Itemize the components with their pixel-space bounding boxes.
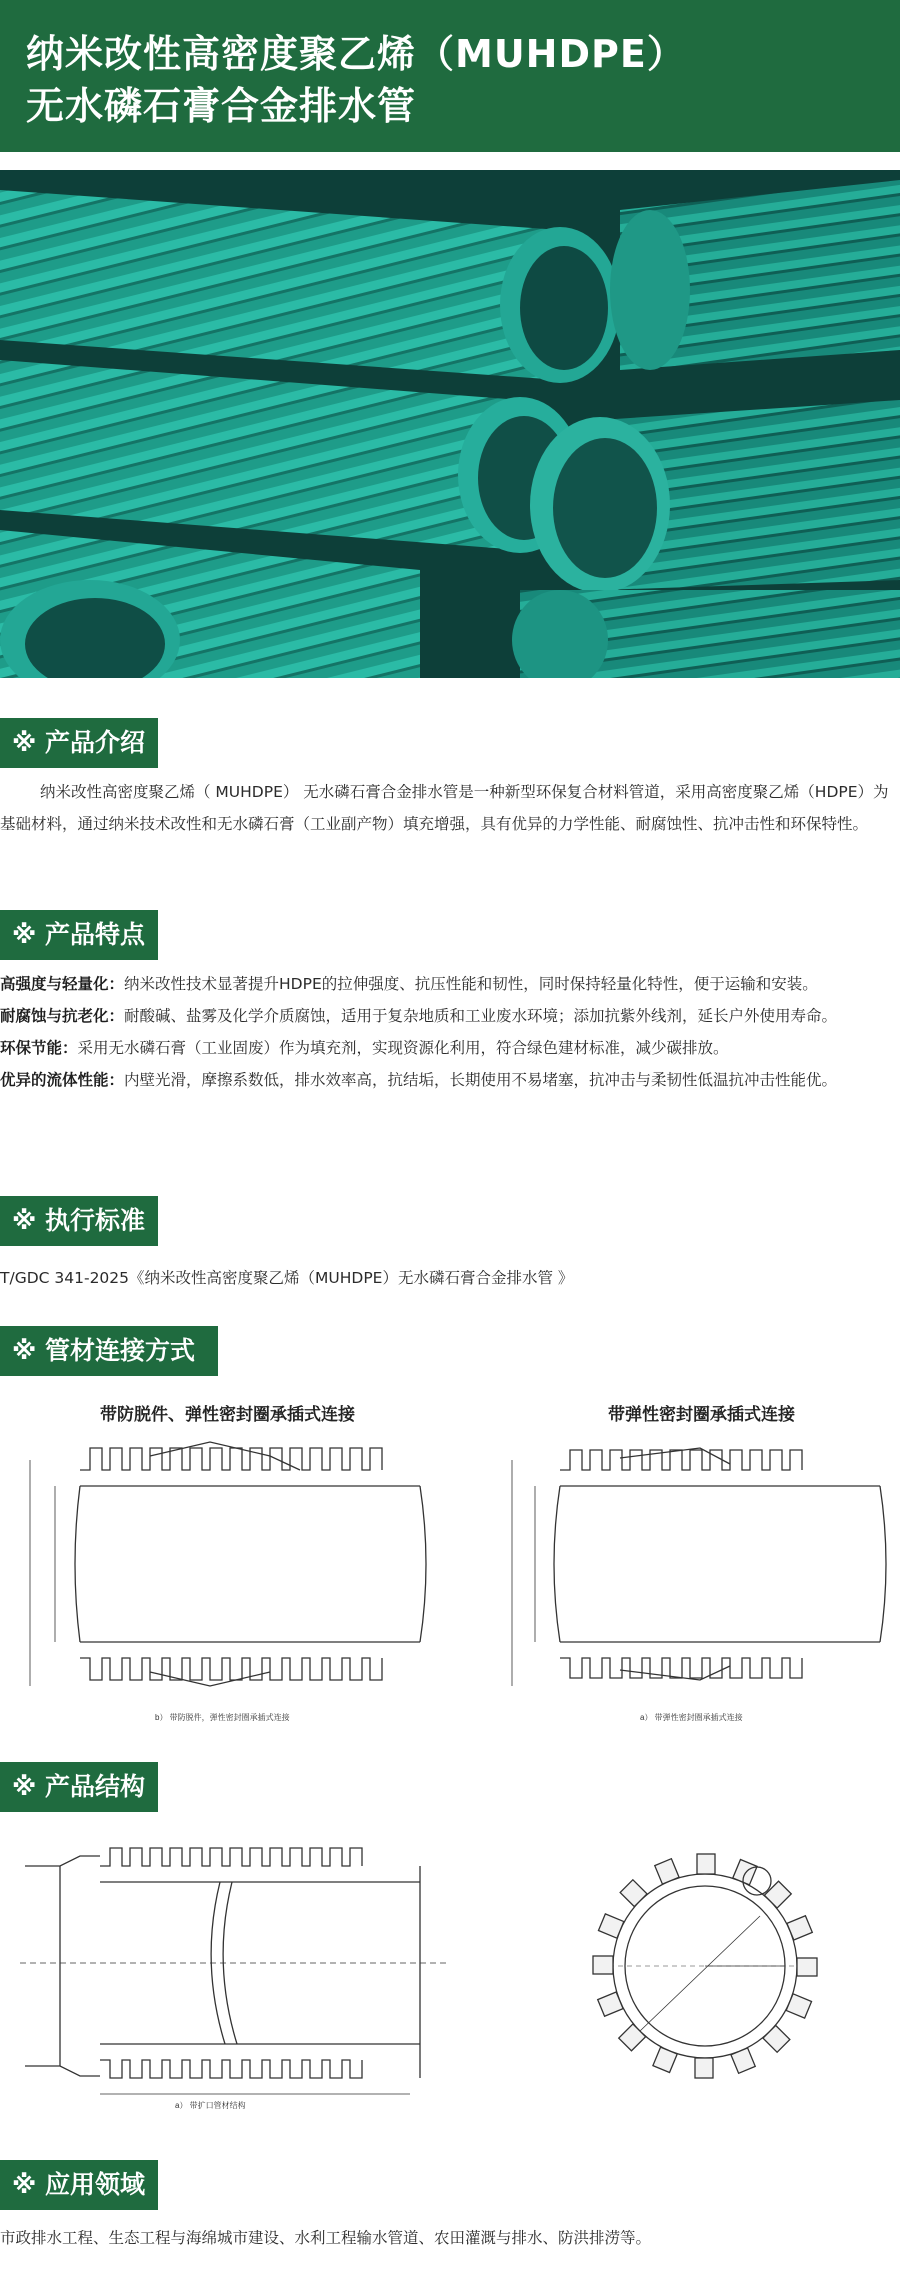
section-heading-standard: ※ 执行标准 <box>0 1196 158 1246</box>
section-heading-structure: ※ 产品结构 <box>0 1762 158 1812</box>
section-heading-intro: ※ 产品介绍 <box>0 718 158 768</box>
intro-text: 纳米改性高密度聚乙烯（ MUHDPE） 无水磷石膏合金排水管是一种新型环保复合材料管道，采用高密度聚乙烯（HDPE）为基础材料，通过纳米技术改性和无水磷石膏（工业副产物）填充增强，具有优异的力学性能、耐腐蚀性、抗冲击性和环保特性。 <box>0 783 889 833</box>
connection-diagrams <box>0 1390 900 1750</box>
page-title <box>26 28 686 132</box>
header-banner <box>0 0 900 152</box>
left-diagram-caption: b） 带防脱件，弹性密封圈承插式连接 <box>155 1713 290 1722</box>
feature-text: 采用无水磷石膏（工业固废）作为填充剂，实现资源化利用，符合绿色建材标准，减少碳排放。 <box>77 1039 729 1057</box>
right-diagram-caption: a） 带弹性密封圈承插式连接 <box>640 1713 743 1722</box>
structure-diagrams <box>0 1826 900 2146</box>
feature-text: 耐酸碱、盐雾及化学介质腐蚀，适用于复杂地质和工业废水环境；添加抗紫外线剂，延长户外使用寿命。 <box>124 1007 838 1025</box>
standard-text: T/GDC 341-2025《纳米改性高密度聚乙烯（MUHDPE）无水磷石膏合金排水管 》 <box>0 1269 574 1287</box>
feature-text: 内壁光滑，摩擦系数低，排水效率高，抗结垢，长期使用不易堵塞，抗冲击与柔韧性低温抗冲击性能优。 <box>124 1071 838 1089</box>
applications-text: 市政排水工程、生态工程与海绵城市建设、水利工程输水管道、农田灌溉与排水、防洪排涝等。 <box>0 2229 652 2247</box>
feature-item <box>0 1032 900 1064</box>
feature-item <box>0 968 900 1000</box>
page-title-line1: 纳米改性高密度聚乙烯（MUHDPE） <box>26 32 686 76</box>
feature-title: 优异的流体性能： <box>0 1071 125 1089</box>
corrugated-pipe-photo <box>0 170 900 678</box>
left-diagram-title: 带防脱件、弹性密封圈承插式连接 <box>100 1405 355 1424</box>
feature-title: 环保节能： <box>0 1039 78 1057</box>
feature-item <box>0 1000 900 1032</box>
right-diagram-title: 带弹性密封圈承插式连接 <box>608 1405 795 1424</box>
structure-caption: a） 带扩口管材结构 <box>175 2101 246 2110</box>
section-heading-features: ※ 产品特点 <box>0 910 158 960</box>
connection-drawing <box>0 1390 900 1750</box>
feature-item <box>0 1064 900 1096</box>
features-list <box>0 968 900 1096</box>
feature-title: 耐腐蚀与抗老化： <box>0 1007 125 1025</box>
feature-title: 高强度与轻量化： <box>0 975 125 993</box>
section-heading-connection: ※ 管材连接方式 <box>0 1326 218 1376</box>
structure-drawing <box>0 1826 900 2146</box>
hero-pipe-photo <box>0 170 900 678</box>
feature-text: 纳米改性技术显著提升HDPE的拉伸强度、抗压性能和韧性，同时保持轻量化特性，便于运输和安装。 <box>124 975 818 993</box>
cross-section-drawing <box>593 1854 817 2078</box>
section-heading-applications: ※ 应用领域 <box>0 2160 158 2210</box>
page-title-line2: 无水磷石膏合金排水管 <box>26 84 417 128</box>
